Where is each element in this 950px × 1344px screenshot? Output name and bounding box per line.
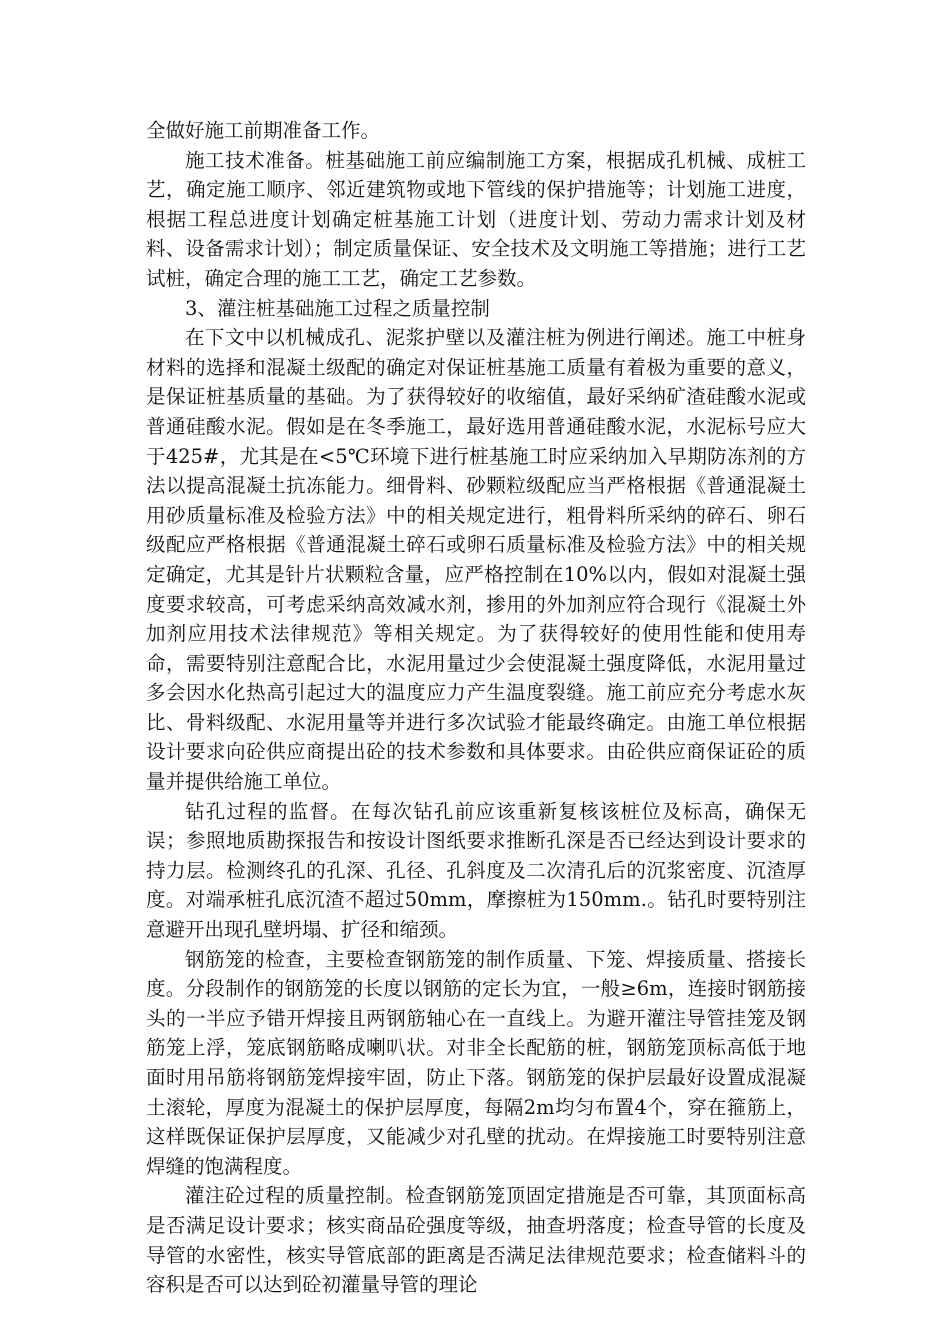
paragraph-4: 钻孔过程的监督。在每次钻孔前应该重新复核该桩位及标高，确保无误；参照地质勘探报告和按设计图纸要求推断孔深是否已经达到设计要求的持力层。检测终孔的孔深、孔径、孔斜度及二次清孔后的沉浆密度、沉渣厚度。对端承桩孔底沉渣不超过50mm，摩擦桩为150mm.。钻孔时要特别注意避开出现孔壁坍塌、扩径和缩颈。 bbox=[146, 799, 806, 942]
paragraph-6: 灌注砼过程的质量控制。检查钢筋笼顶固定措施是否可靠，其顶面标高是否满足设计要求；核实商品砼强度等级，抽查坍落度；检查导管的长度及导管的水密性，核实导管底部的距离是否满足法律规范要求；检查储料斗的容积是否可以达到砼初灌量导管的理论 bbox=[146, 1184, 806, 1297]
paragraph-3: 在下文中以机械成孔、泥浆护壁以及灌注桩为例进行阐述。施工中桩身材料的选择和混凝土级配的确定对保证桩基施工质量有着极为重要的意义，是保证桩基质量的基础。为了获得较好的收缩值，最好采纳矿渣硅酸水泥或普通硅酸水泥。假如是在冬季施工，最好选用普通硅酸水泥，水泥标号应大于425#，尤其是在<5℃环境下进行桩基施工时应采纳加入早期防冻剂的方法以提高混凝土抗冻能力。细骨料、砂颗粒级配应当严格根据《普通混凝土用砂质量标准及检验方法》中的相关规定进行，粗骨料所采纳的碎石、卵石级配应严格根据《普通混凝土碎石或卵石质量标准及检验方法》中的相关规定确定，尤其是针片状颗粒含量，应严格控制在10%以内，假如对混凝土强度要求较高，可考虑采纳高效减水剂，掺用的外加剂应符合现行《混凝土外加剂应用技术法律规范》等相关规定。为了获得较好的使用性能和使用寿命，需要特别注意配合比，水泥用量过少会使混凝土强度降低，水泥用量过多会因水化热高引起过大的温度应力产生温度裂缝。施工前应充分考虑水灰比、骨料级配、水泥用量等并进行多次试验才能最终确定。由施工单位根据设计要求向砼供应商提出砼的技术参数和具体要求。由砼供应商保证砼的质量并提供给施工单位。 bbox=[146, 326, 806, 794]
paragraph-2: 施工技术准备。桩基础施工前应编制施工方案，根据成孔机械、成桩工艺，确定施工顺序、邻近建筑物或地下管线的保护措施等；计划施工进度，根据工程总进度计划确定桩基施工计划（进度计划、劳动力需求计划及材料、设备需求计划）；制定质量保证、安全技术及文明施工等措施；进行工艺试桩，确定合理的施工工艺，确定工艺参数。 bbox=[146, 148, 806, 290]
paragraph-1: 全做好施工前期准备工作。 bbox=[146, 119, 381, 142]
section-heading: 3、灌注桩基础施工过程之质量控制 bbox=[185, 296, 490, 320]
document-body bbox=[146, 116, 806, 1300]
paragraph-5: 钢筋笼的检查，主要检查钢筋笼的制作质量、下笼、焊接质量、搭接长度。分段制作的钢筋笼的长度以钢筋的定长为宜，一般≥6m，连接时钢筋接头的一半应予错开焊接且两钢筋轴心在一直线上。为避开灌注导管挂笼及钢筋笼上浮，笼底钢筋略成喇叭状。对非全长配筋的桩，钢筋笼顶标高低于地面时用吊筋将钢筋笼焊接牢固，防止下落。钢筋笼的保护层最好设置成混凝土滚轮，厚度为混凝土的保护层厚度，每隔2m均匀布置4个，穿在箍筋上，这样既保证保护层厚度，又能减少对孔壁的扰动。在焊接施工时要特别注意焊缝的饱满程度。 bbox=[146, 947, 806, 1178]
